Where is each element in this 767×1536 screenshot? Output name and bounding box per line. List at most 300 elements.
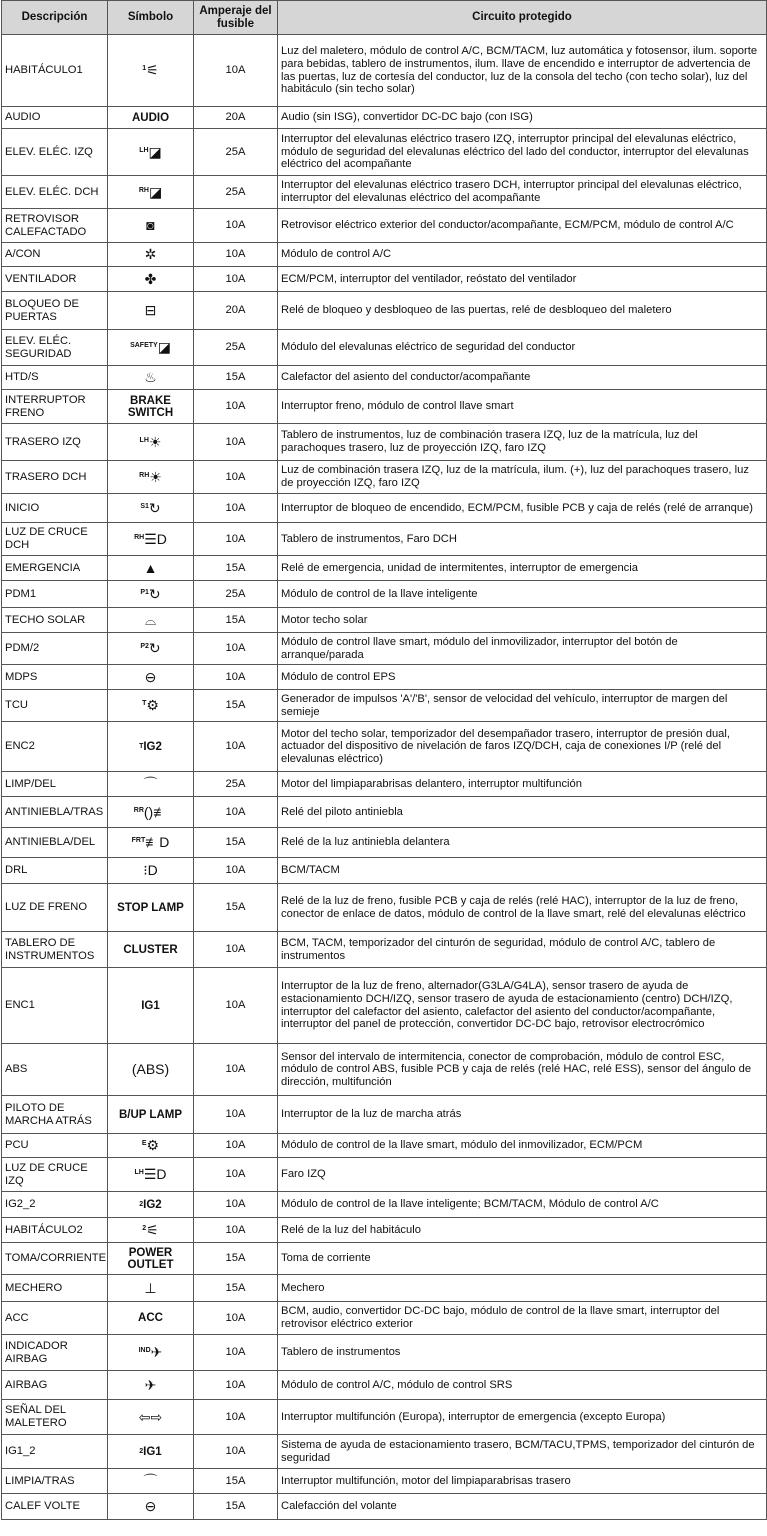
tail-lamp-icon	[139, 470, 162, 485]
fuse-description: A/CON	[2, 243, 108, 267]
fuse-circuit: Interruptor multifunción, motor del limpiaparabrisas trasero	[278, 1469, 767, 1494]
airbag-indicator-icon	[139, 1345, 163, 1360]
fuse-circuit: Mechero	[278, 1275, 767, 1302]
fuse-symbol	[108, 633, 194, 665]
fuse-amperage: 10A	[194, 665, 278, 690]
table-row	[2, 828, 767, 858]
fuse-description: LIMPIA/TRAS	[2, 1469, 108, 1494]
symbol-superscript: IND	[138, 1347, 151, 1354]
fuse-symbol	[108, 107, 194, 129]
symbol-glyph: ☀	[149, 468, 162, 485]
symbol-glyph: ◙	[146, 217, 155, 233]
fuse-symbol	[108, 722, 194, 772]
fuse-description: AUDIO	[2, 107, 108, 129]
fuse-amperage: 15A	[194, 884, 278, 932]
table-row	[2, 209, 767, 243]
drl-icon	[143, 863, 158, 878]
fuse-table-body	[2, 35, 767, 1520]
symbol-glyph: ▲	[143, 559, 158, 576]
fuse-amperage: 10A	[194, 390, 278, 424]
symbol-superscript: RH	[139, 471, 150, 479]
fuse-description: ENC2	[2, 722, 108, 772]
fuse-circuit: Audio (sin ISG), convertidor DC-DC bajo (con ISG)	[278, 107, 767, 129]
table-row	[2, 608, 767, 633]
fuse-symbol	[108, 461, 194, 494]
power-window-icon	[139, 145, 162, 160]
table-row	[2, 1218, 767, 1243]
fuse-symbol	[108, 1218, 194, 1243]
fuse-symbol	[108, 1302, 194, 1335]
fuse-symbol	[108, 1371, 194, 1400]
table-row	[2, 1335, 767, 1371]
fuse-amperage: 25A	[194, 581, 278, 608]
pcu-icon	[142, 1138, 159, 1153]
fuse-symbol	[108, 35, 194, 107]
ig2-text-symbol	[139, 741, 162, 753]
pdm-icon	[140, 587, 160, 602]
fuse-description: HTD/S	[2, 366, 108, 390]
audio-text-symbol	[132, 112, 169, 124]
fuse-amperage: 10A	[194, 494, 278, 523]
table-row	[2, 1243, 767, 1275]
heated-mirror-icon	[146, 218, 154, 233]
fuse-amperage: 20A	[194, 107, 278, 129]
front-wiper-icon	[144, 777, 158, 792]
fuse-symbol	[108, 1335, 194, 1371]
fuse-circuit: Relé de la luz del habitáculo	[278, 1218, 767, 1243]
table-row	[2, 1371, 767, 1400]
symbol-glyph: ♨	[144, 369, 157, 385]
fuse-description: PILOTO DE MARCHA ATRÁS	[2, 1096, 108, 1134]
fuse-amperage: 10A	[194, 35, 278, 107]
symbol-superscript: T	[142, 700, 147, 707]
fuse-description: DRL	[2, 858, 108, 884]
symbol-text: IG1	[141, 999, 160, 1012]
table-row	[2, 330, 767, 366]
power-window-icon	[139, 185, 162, 200]
fuse-circuit: Relé de la luz antiniebla delantera	[278, 828, 767, 858]
symbol-superscript: 2	[139, 1447, 144, 1455]
symbol-text: POWER OUTLET	[127, 1246, 174, 1271]
fuse-symbol	[108, 1275, 194, 1302]
ig1-text-symbol	[141, 1000, 160, 1012]
symbol-superscript: P1	[140, 588, 149, 596]
fuse-symbol	[108, 1243, 194, 1275]
fuse-symbol	[108, 1044, 194, 1096]
header-description: Descripción	[2, 1, 108, 35]
symbol-glyph: ☀	[148, 433, 162, 450]
fuse-description: ABS	[2, 1044, 108, 1096]
fuse-circuit: Sensor del intervalo de intermitencia, conector de comprobación, módulo de control ESC, módulo de control ABS, fusible PCB y caja de relés (relé HAC, relé ESS), sensor del ángulo de dirección, multifunción	[278, 1044, 767, 1096]
fuse-amperage: 10A	[194, 209, 278, 243]
symbol-superscript: SAFETY	[130, 342, 158, 349]
rear-fog-icon	[134, 805, 167, 820]
fuse-symbol	[108, 1469, 194, 1494]
fuse-amperage: 10A	[194, 722, 278, 772]
symbol-glyph: ⌓	[144, 611, 157, 628]
steering-icon	[145, 670, 157, 685]
table-row	[2, 366, 767, 390]
fuse-circuit: Módulo de control A/C, módulo de control SRS	[278, 1371, 767, 1400]
fuse-amperage: 10A	[194, 1158, 278, 1192]
fuse-symbol	[108, 209, 194, 243]
symbol-text: B/UP LAMP	[118, 1108, 183, 1121]
table-row	[2, 243, 767, 267]
symbol-glyph: ≢D	[145, 834, 170, 850]
table-row	[2, 1435, 767, 1469]
fuse-description: INTERRUPTOR FRENO	[2, 390, 108, 424]
fuse-description: HABITÁCULO1	[2, 35, 108, 107]
fuse-symbol	[108, 828, 194, 858]
fuse-symbol	[108, 858, 194, 884]
brake-switch-text-symbol	[111, 395, 190, 419]
symbol-text: BRAKE SWITCH	[127, 394, 174, 419]
fuse-description: LIMP/DEL	[2, 772, 108, 797]
low-beam-icon	[134, 532, 167, 547]
fuse-amperage: 10A	[194, 1335, 278, 1371]
table-row	[2, 1400, 767, 1435]
fuse-amperage: 15A	[194, 1243, 278, 1275]
fuse-description: TCU	[2, 690, 108, 722]
fuse-amperage: 15A	[194, 1494, 278, 1520]
fuse-circuit: Relé de emergencia, unidad de intermitentes, interruptor de emergencia	[278, 556, 767, 581]
fuse-symbol	[108, 556, 194, 581]
symbol-glyph: ◪	[148, 183, 163, 200]
symbol-text: AUDIO	[131, 111, 170, 124]
table-row	[2, 932, 767, 968]
symbol-glyph: ✈	[144, 1376, 157, 1393]
fuse-amperage: 10A	[194, 523, 278, 556]
fuse-circuit: Relé de bloqueo y desbloqueo de las puertas, relé de desbloqueo del maletero	[278, 292, 767, 330]
symbol-glyph: ✤	[144, 270, 157, 287]
fuse-symbol	[108, 243, 194, 267]
symbol-text: IG2	[143, 740, 162, 753]
fuse-description: RETROVISOR CALEFACTADO	[2, 209, 108, 243]
fuse-circuit: Interruptor de bloqueo de encendido, ECM/PCM, fusible PCB y caja de relés (relé de arranque)	[278, 494, 767, 523]
fuse-symbol	[108, 330, 194, 366]
fuse-description: IG1_2	[2, 1435, 108, 1469]
fuse-symbol	[108, 1494, 194, 1520]
hazard-icon	[144, 561, 158, 576]
fuse-amperage: 15A	[194, 828, 278, 858]
fuse-description: ELEV. ELÉC. SEGURIDAD	[2, 330, 108, 366]
symbol-glyph: ✈	[150, 1344, 163, 1360]
fuse-circuit: Módulo del elevalunas eléctrico de seguridad del conductor	[278, 330, 767, 366]
table-row	[2, 772, 767, 797]
front-fog-icon	[132, 835, 170, 850]
table-row	[2, 129, 767, 176]
header-amperage: Amperaje del fusible	[194, 1, 278, 35]
table-row	[2, 884, 767, 932]
table-row	[2, 176, 767, 209]
cigar-lighter-icon	[144, 1281, 156, 1296]
fuse-description: TABLERO DE INSTRUMENTOS	[2, 932, 108, 968]
fuse-symbol	[108, 129, 194, 176]
fuse-amperage: 10A	[194, 1400, 278, 1435]
door-lock-icon	[145, 303, 157, 318]
fuse-description: BLOQUEO DE PUERTAS	[2, 292, 108, 330]
fuse-circuit: Motor techo solar	[278, 608, 767, 633]
acc-text-symbol	[138, 1312, 163, 1324]
fuse-description: PDM/2	[2, 633, 108, 665]
fuse-description: TECHO SOLAR	[2, 608, 108, 633]
fuse-amperage: 25A	[194, 330, 278, 366]
airbag-icon	[145, 1378, 157, 1393]
symbol-superscript: E	[141, 1140, 147, 1147]
symbol-glyph: (ABS)	[131, 1061, 170, 1077]
air-conditioner-icon	[145, 247, 157, 262]
fuse-symbol	[108, 1134, 194, 1158]
fuse-circuit: Motor del limpiaparabrisas delantero, interruptor multifunción	[278, 772, 767, 797]
table-row	[2, 523, 767, 556]
symbol-glyph: ⚙	[146, 1137, 160, 1153]
fuse-symbol	[108, 1192, 194, 1218]
fan-icon	[145, 272, 157, 287]
fuse-description: ANTINIEBLA/TRAS	[2, 797, 108, 828]
header-symbol: Símbolo	[108, 1, 194, 35]
fuse-description: VENTILADOR	[2, 267, 108, 292]
fuse-symbol	[108, 366, 194, 390]
fuse-circuit: Módulo de control llave smart, módulo del inmovilizador, interruptor del botón de arranque/parada	[278, 633, 767, 665]
fuse-symbol	[108, 772, 194, 797]
fuse-description: CALEF VOLTE	[2, 1494, 108, 1520]
tail-lamp-icon	[140, 435, 162, 450]
fuse-circuit: Interruptor del elevalunas eléctrico trasero DCH, interruptor principal del elevalunas eléctrico, interruptor del elevalunas eléctrico del acompañante	[278, 176, 767, 209]
table-row	[2, 968, 767, 1044]
fuse-symbol	[108, 267, 194, 292]
table-row	[2, 292, 767, 330]
fuse-amperage: 10A	[194, 1096, 278, 1134]
fuse-description: TOMA/CORRIENTE	[2, 1243, 108, 1275]
symbol-text: IG2	[143, 1198, 162, 1211]
pdm-icon	[140, 641, 160, 656]
fuse-circuit: Calefactor del asiento del conductor/acompañante	[278, 366, 767, 390]
table-row	[2, 556, 767, 581]
symbol-glyph: ⁝D	[143, 862, 158, 878]
sunroof-icon	[145, 613, 156, 628]
heated-seat-icon	[144, 370, 157, 385]
fuse-circuit: Relé del piloto antiniebla	[278, 797, 767, 828]
heated-steering-icon	[145, 1499, 157, 1514]
fuse-amperage: 10A	[194, 1134, 278, 1158]
fuse-symbol	[108, 797, 194, 828]
fuse-circuit: Motor del techo solar, temporizador del desempañador trasero, interruptor de presión dual, actuador del dispositivo de nivelación de faros IZQ/DCH, caja de conexiones I/P (relé del elevalunas eléctrico)	[278, 722, 767, 772]
symbol-glyph: ⇦⇨	[138, 1408, 163, 1425]
fuse-symbol	[108, 1435, 194, 1469]
symbol-glyph: ✲	[144, 246, 157, 262]
fuse-description: ENC1	[2, 968, 108, 1044]
fuse-amperage: 10A	[194, 461, 278, 494]
start-icon	[140, 501, 160, 516]
symbol-glyph: ↻	[148, 499, 161, 516]
fuse-circuit: Retrovisor eléctrico exterior del conductor/acompañante, ECM/PCM, módulo de control A/C	[278, 209, 767, 243]
fuse-circuit: Tablero de instrumentos, Faro DCH	[278, 523, 767, 556]
fuse-description: SEÑAL DEL MALETERO	[2, 1400, 108, 1435]
fuse-amperage: 20A	[194, 292, 278, 330]
fuse-circuit: Módulo de control de la llave inteligente	[278, 581, 767, 608]
room-lamp-icon	[142, 1223, 158, 1238]
symbol-glyph: ↻	[148, 640, 161, 656]
fuse-amperage: 15A	[194, 1469, 278, 1494]
table-row	[2, 690, 767, 722]
table-row	[2, 1275, 767, 1302]
fuse-amperage: 10A	[194, 1218, 278, 1243]
fuse-circuit: Interruptor freno, módulo de control llave smart	[278, 390, 767, 424]
fuse-amperage: 10A	[194, 1302, 278, 1335]
fuse-symbol	[108, 292, 194, 330]
symbol-glyph: ⊟	[144, 302, 157, 318]
symbol-glyph: ⚟	[146, 62, 159, 78]
fuse-description: MECHERO	[2, 1275, 108, 1302]
fuse-circuit: Interruptor de la luz de marcha atrás	[278, 1096, 767, 1134]
fuse-description: PCU	[2, 1134, 108, 1158]
table-row	[2, 581, 767, 608]
symbol-glyph: ⌒	[143, 1472, 158, 1489]
symbol-superscript: RR	[133, 806, 144, 814]
table-row	[2, 797, 767, 828]
fuse-circuit: Módulo de control de la llave inteligente; BCM/TACM, Módulo de control A/C	[278, 1192, 767, 1218]
room-lamp-icon	[142, 63, 158, 78]
symbol-superscript: T	[139, 742, 144, 750]
fuse-symbol	[108, 932, 194, 968]
ig1-text-symbol	[139, 1446, 161, 1458]
fuse-circuit: BCM/TACM	[278, 858, 767, 884]
fuse-symbol	[108, 1400, 194, 1435]
fuse-description: LUZ DE CRUCE DCH	[2, 523, 108, 556]
power-outlet-text-symbol	[111, 1247, 190, 1271]
fuse-circuit: Tablero de instrumentos	[278, 1335, 767, 1371]
symbol-superscript: LH	[139, 436, 149, 444]
fuse-circuit: BCM, TACM, temporizador del cinturón de seguridad, módulo de control A/C, tablero de instrumentos	[278, 932, 767, 968]
fuse-amperage: 10A	[194, 968, 278, 1044]
fuse-amperage: 10A	[194, 858, 278, 884]
fuse-description: LUZ DE FRENO	[2, 884, 108, 932]
fuse-symbol	[108, 884, 194, 932]
fuse-amperage: 10A	[194, 243, 278, 267]
fuse-description: HABITÁCULO2	[2, 1218, 108, 1243]
fuse-amperage: 25A	[194, 772, 278, 797]
safety-window-icon	[130, 340, 171, 355]
table-row	[2, 35, 767, 107]
fuse-symbol	[108, 581, 194, 608]
symbol-superscript: LH	[134, 1169, 144, 1176]
symbol-glyph: ⊖	[144, 668, 157, 685]
fuse-symbol	[108, 424, 194, 461]
fuse-circuit: Módulo de control EPS	[278, 665, 767, 690]
fuse-amperage: 15A	[194, 556, 278, 581]
fuse-amperage: 15A	[194, 608, 278, 633]
fuse-amperage: 15A	[194, 690, 278, 722]
symbol-superscript: 2	[139, 1200, 144, 1208]
symbol-glyph: ⚟	[146, 1221, 159, 1238]
fuse-circuit: Interruptor del elevalunas eléctrico trasero IZQ, interruptor principal del elevalunas eléctrico, módulo de seguridad del elevalunas eléctrico del lado del conductor, interruptor del elevalunas eléctrico del acompañante	[278, 129, 767, 176]
symbol-superscript: LH	[139, 146, 149, 154]
symbol-superscript: P2	[140, 643, 149, 650]
fuse-circuit: Tablero de instrumentos, luz de combinación trasera IZQ, luz de la matrícula, luz del parachoques trasero, luz de proyección IZQ, faro IZQ	[278, 424, 767, 461]
fuse-amperage: 25A	[194, 129, 278, 176]
fuse-amperage: 10A	[194, 1044, 278, 1096]
fuse-amperage: 10A	[194, 1371, 278, 1400]
symbol-text: STOP LAMP	[117, 901, 184, 914]
fuse-description: MDPS	[2, 665, 108, 690]
symbol-superscript: 2	[142, 1224, 147, 1232]
fuse-symbol	[108, 690, 194, 722]
table-row	[2, 1192, 767, 1218]
fuse-circuit: Sistema de ayuda de estacionamiento trasero, BCM/TACU,TPMS, temporizador del cinturón de seguridad	[278, 1435, 767, 1469]
fuse-description: EMERGENCIA	[2, 556, 108, 581]
table-row	[2, 494, 767, 523]
fuse-symbol	[108, 523, 194, 556]
table-row	[2, 633, 767, 665]
fuse-circuit: Faro IZQ	[278, 1158, 767, 1192]
table-row	[2, 1134, 767, 1158]
symbol-text: IG1	[143, 1445, 162, 1458]
fuse-circuit: BCM, audio, convertidor DC-DC bajo, módulo de control de la llave smart, interruptor del retrovisor eléctrico exterior	[278, 1302, 767, 1335]
table-row	[2, 107, 767, 129]
symbol-glyph: ☰D	[144, 530, 167, 547]
fuse-description: AIRBAG	[2, 1371, 108, 1400]
fuse-amperage: 10A	[194, 932, 278, 968]
symbol-text: ACC	[138, 1312, 163, 1324]
fuse-amperage: 25A	[194, 176, 278, 209]
fuse-circuit: Interruptor de la luz de freno, alternador(G3LA/G4LA), sensor trasero de ayuda de estacionamiento DCH/IZQ, sensor trasero de ayuda de estacionamiento (centro) DCH/IZQ, interruptor del calefactor del asiento, calefactor del asiento del conductor/acompañante, interruptor del panel de protección, convertidor DC-DC bajo, retrovisor electrocrómico	[278, 968, 767, 1044]
fuse-circuit: Módulo de control de la llave smart, módulo del inmovilizador, ECM/PCM	[278, 1134, 767, 1158]
table-row	[2, 1044, 767, 1096]
fuse-description: LUZ DE CRUCE IZQ	[2, 1158, 108, 1192]
rear-wiper-icon	[144, 1474, 158, 1489]
fuse-amperage: 15A	[194, 1275, 278, 1302]
symbol-text: CLUSTER	[123, 943, 178, 956]
symbol-glyph: ◪	[148, 143, 162, 160]
fuse-description: ACC	[2, 1302, 108, 1335]
fuse-amperage: 10A	[194, 1192, 278, 1218]
fuse-symbol	[108, 390, 194, 424]
fuse-amperage: 10A	[194, 267, 278, 292]
symbol-glyph: ⚙	[146, 697, 159, 713]
fuse-amperage: 10A	[194, 1435, 278, 1469]
symbol-glyph: ⌒	[143, 775, 158, 792]
backup-lamp-text-symbol	[119, 1109, 182, 1121]
abs-icon	[132, 1062, 169, 1077]
table-row	[2, 424, 767, 461]
symbol-glyph: ◪	[157, 339, 171, 355]
table-row	[2, 267, 767, 292]
header-circuit: Circuito protegido	[278, 1, 767, 35]
fuse-description: INDICADOR AIRBAG	[2, 1335, 108, 1371]
fuse-amperage: 10A	[194, 797, 278, 828]
tcu-icon	[142, 698, 159, 713]
table-row	[2, 1494, 767, 1520]
fuse-description: ELEV. ELÉC. IZQ	[2, 129, 108, 176]
fuse-circuit: Luz del maletero, módulo de control A/C, BCM/TACM, luz automática y fotosensor, ilum. soporte para bebidas, tablero de instrumentos, ilum. llave de encendido e interruptor de advertencia de las puertas, luz de cortesía del conductor, luz de la consola del techo (con techo solar), luz del habitáculo (sin techo solar)	[278, 35, 767, 107]
table-row	[2, 1096, 767, 1134]
fuse-description: ELEV. ELÉC. DCH	[2, 176, 108, 209]
table-row	[2, 1158, 767, 1192]
fuse-description: TRASERO IZQ	[2, 424, 108, 461]
symbol-superscript: 1	[142, 65, 147, 72]
table-row	[2, 390, 767, 424]
symbol-superscript: RH	[134, 533, 145, 541]
fuse-circuit: Módulo de control A/C	[278, 243, 767, 267]
fuse-description: PDM1	[2, 581, 108, 608]
fuse-amperage: 15A	[194, 366, 278, 390]
fuse-circuit: ECM/PCM, interruptor del ventilador, reóstato del ventilador	[278, 267, 767, 292]
symbol-glyph: ()≢	[143, 803, 168, 820]
symbol-glyph: ⊥	[144, 1279, 157, 1296]
symbol-superscript: S1	[140, 502, 149, 510]
fuse-circuit: Toma de corriente	[278, 1243, 767, 1275]
fuse-table	[1, 0, 767, 1520]
